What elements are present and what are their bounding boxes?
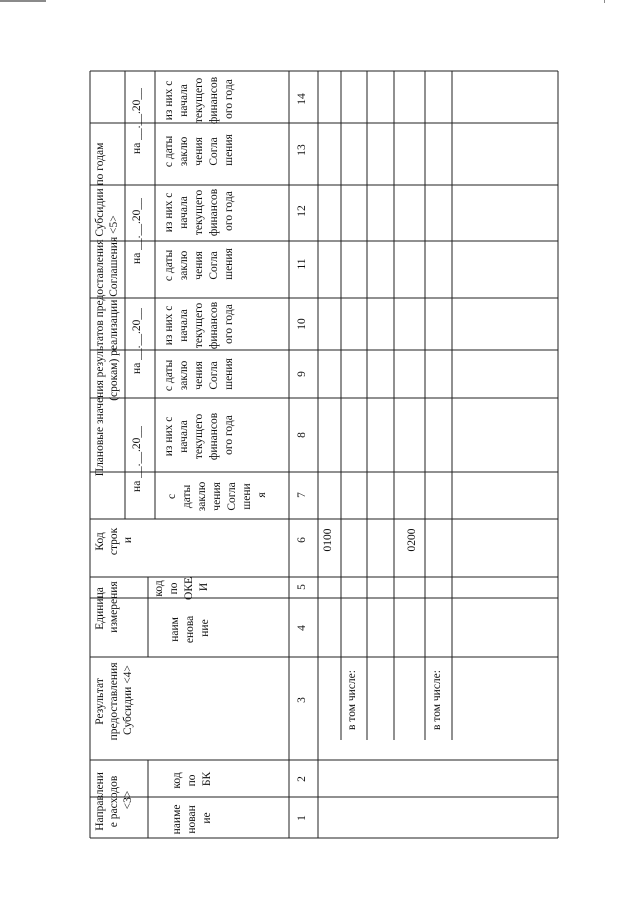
column-number: 7 [296, 492, 308, 498]
column-number: 10 [296, 318, 308, 330]
planned-values-header: Плановые значения результатов предоставления Субсидии по годам (срокам) реализации Соглашения <5> [94, 142, 120, 477]
since-year-start-header-4: из них с начала текущего финансов ого года [163, 76, 235, 125]
column-number: 2 [296, 776, 308, 782]
direction-code-header: код по БК [171, 771, 213, 789]
since-year-start-header-3: из них с начала текущего финансов ого года [163, 188, 235, 237]
direction-name-header: наиме нован ие [171, 804, 213, 835]
column-number: 9 [296, 371, 308, 377]
since-year-start-header-1: из них с начала текущего финансов ого года [163, 412, 235, 461]
column-number: 4 [296, 625, 308, 631]
period-label-1: на __.__.20__ [131, 426, 143, 492]
column-number: 12 [296, 205, 308, 217]
unit-name-header: наим енова ние [169, 615, 211, 644]
period-label-4: на __.__.20__ [131, 88, 143, 154]
since-conclusion-header-2: с даты заклю чения Согла шения [163, 358, 235, 392]
column-number: 6 [296, 537, 308, 543]
column-number: 8 [296, 432, 308, 438]
row-code-header: Код строк и [94, 527, 134, 556]
unit-header: Единица измерения [94, 581, 120, 633]
column-number: 14 [296, 93, 308, 105]
since-conclusion-header-1: с даты заклю чения Согла шени я [166, 481, 268, 512]
period-label-3: на __.__.20__ [131, 198, 143, 264]
result-cell: в том числе: [431, 670, 443, 730]
since-year-start-header-2: из них с начала текущего финансов ого года [163, 301, 235, 350]
result-cell: в том числе: [346, 670, 358, 730]
column-number: 1 [296, 815, 308, 821]
since-conclusion-header-3: с даты заклю чения Согла шения [163, 248, 235, 282]
column-number: 3 [296, 697, 308, 703]
column-number: 5 [296, 584, 308, 590]
direction-header: Направлени е расходов <3> [94, 772, 134, 831]
row-code-cell: 0200 [406, 528, 418, 552]
column-number: 13 [296, 144, 308, 156]
result-header: Результат предоставления Субсидии <4> [94, 662, 134, 741]
column-number: 11 [296, 258, 308, 270]
table-grid [90, 71, 558, 838]
unit-code-header: код по ОКЕ И [153, 576, 210, 600]
period-label-2: на __.__.20__ [131, 308, 143, 374]
row-code-cell: 0100 [322, 528, 334, 552]
since-conclusion-header-4: с даты заклю чения Согла шения [163, 134, 235, 168]
